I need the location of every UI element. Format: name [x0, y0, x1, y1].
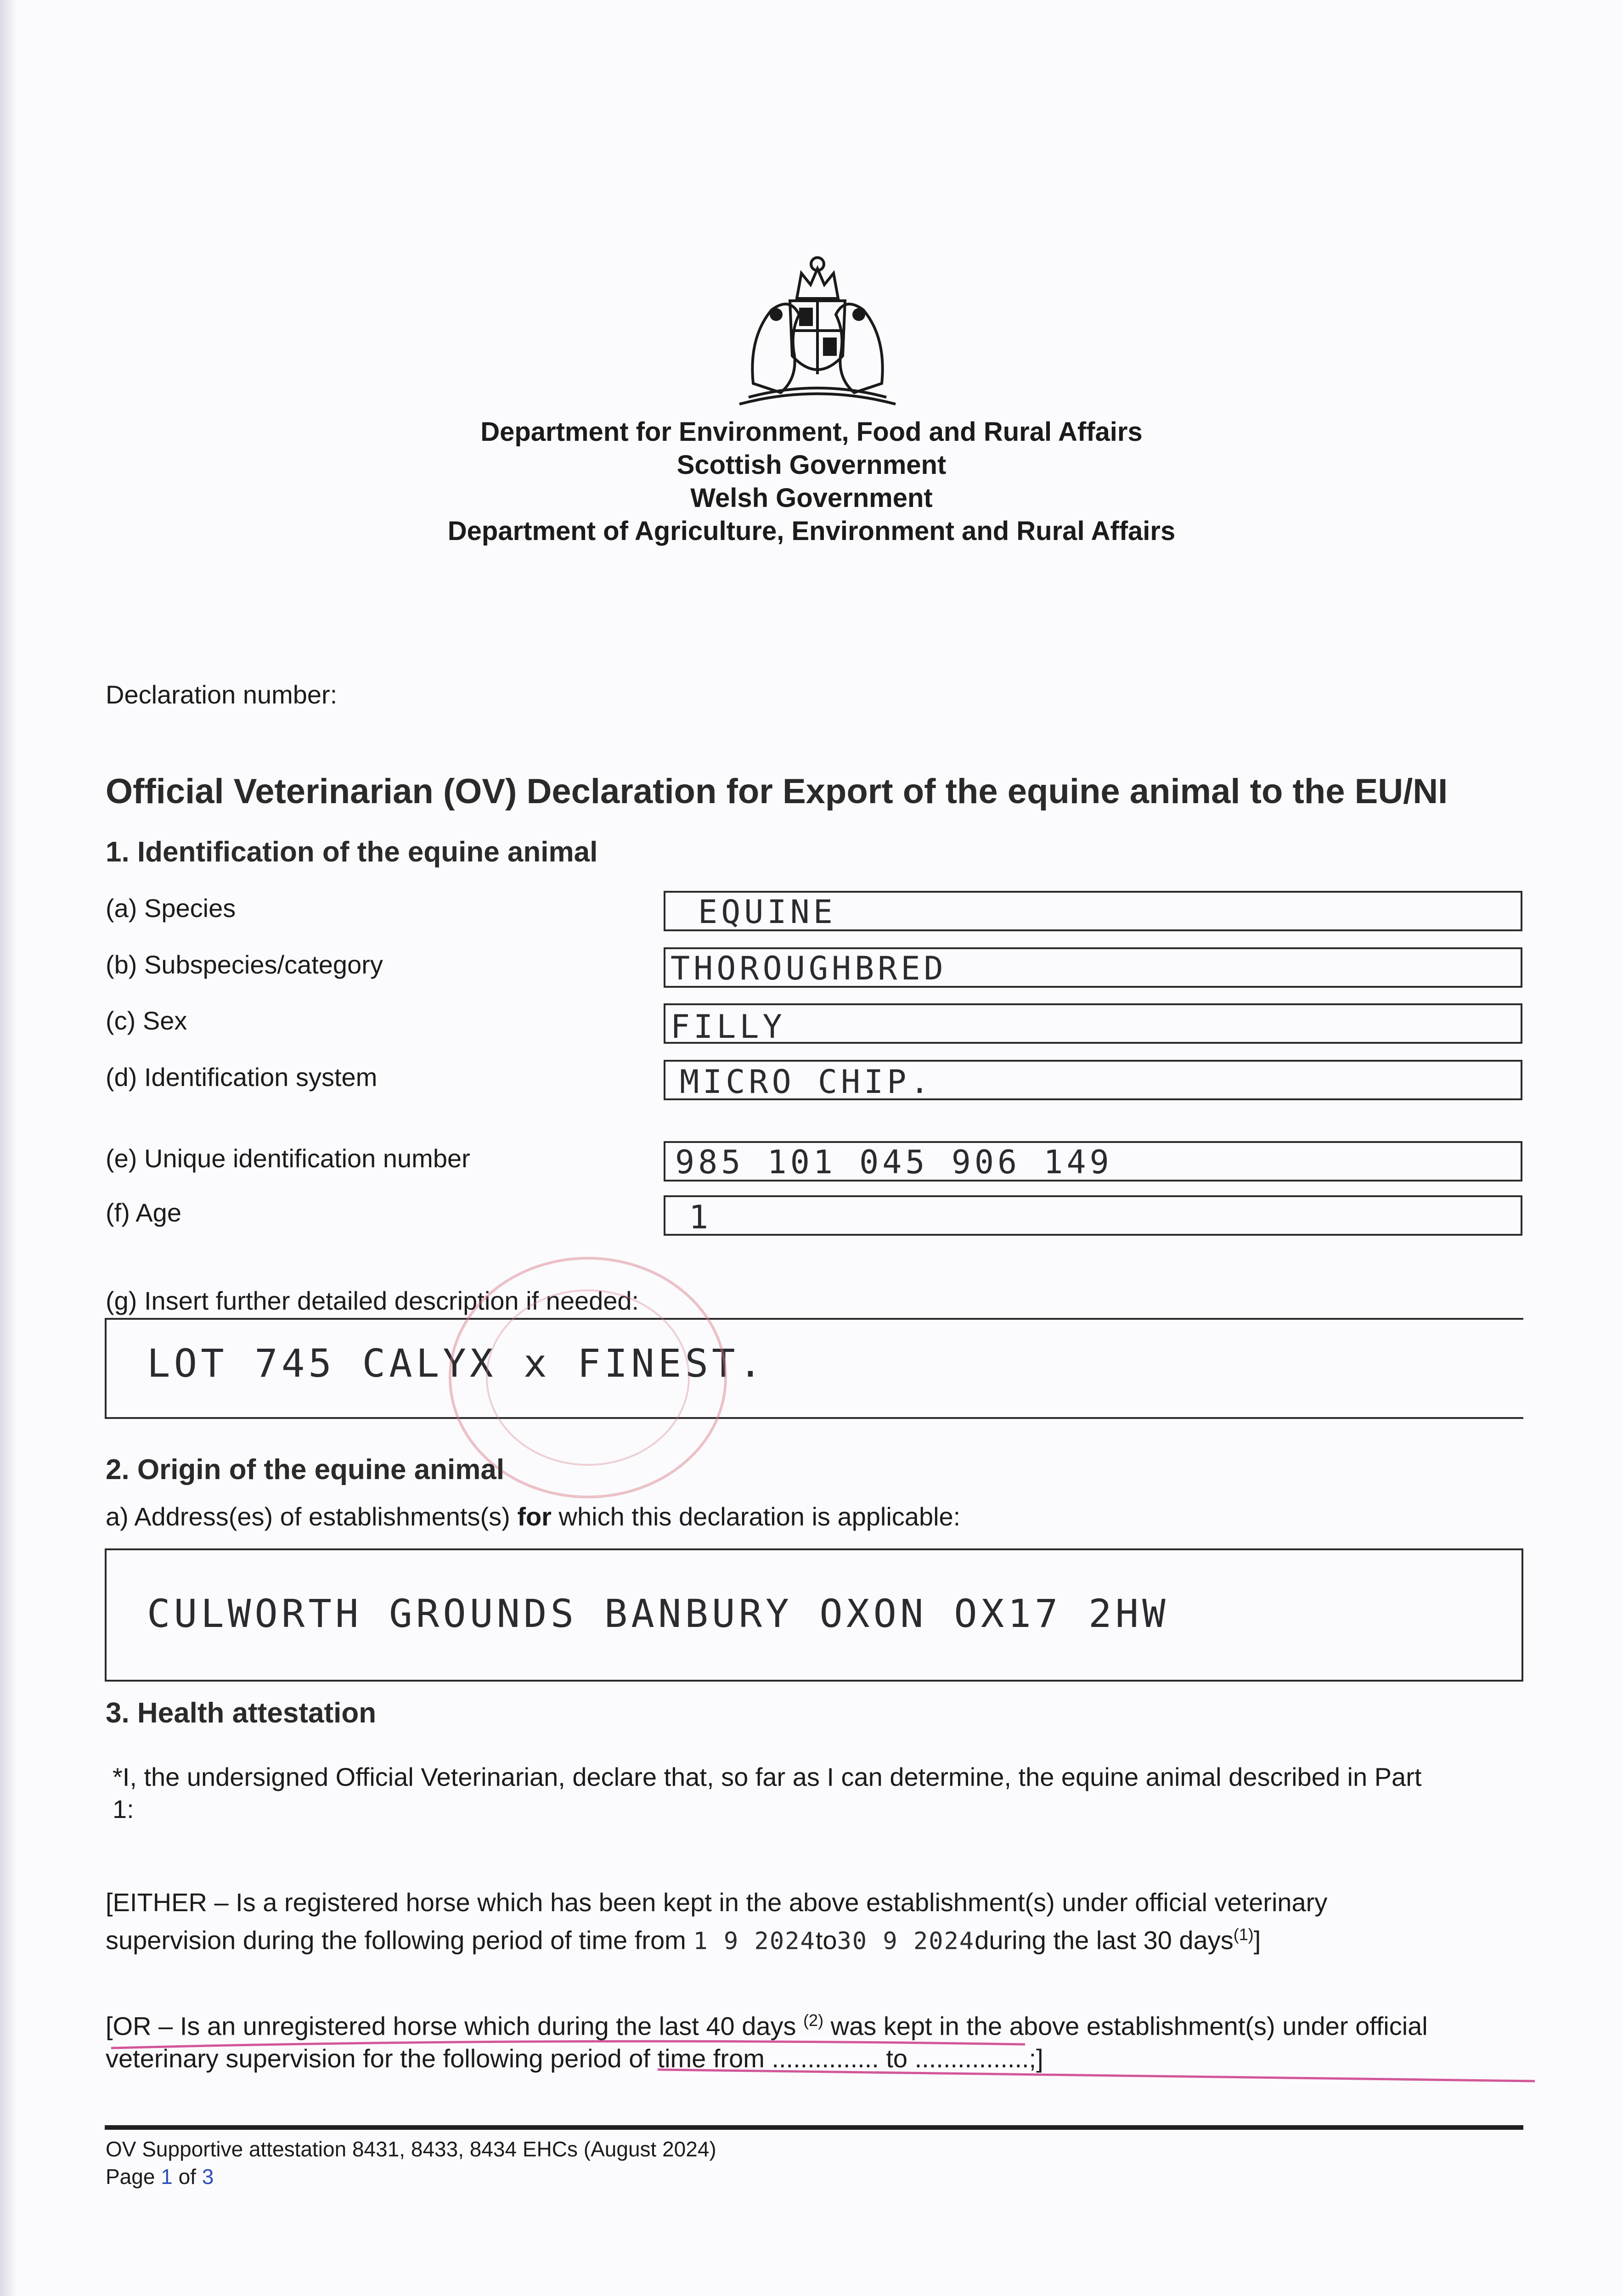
- either-footnote: (1): [1233, 1925, 1254, 1944]
- or-line1-pre: [OR – Is an unregistered horse which during the last 40 days: [106, 2011, 804, 2041]
- or-footnote: (2): [803, 2011, 824, 2030]
- unique-id-label: (e) Unique identification number: [106, 1144, 470, 1173]
- health-intro-line2: 1:: [113, 1795, 134, 1823]
- sex-value: FILLY: [671, 1008, 786, 1046]
- either-clause: [106, 1886, 1529, 1958]
- section-2-heading: 2. Origin of the equine animal: [106, 1454, 505, 1486]
- declaration-number-label: Declaration number:: [106, 680, 338, 709]
- address-label-pre: a) Address(es) of establishments(s): [106, 1502, 518, 1531]
- footer-page-number: 1: [161, 2165, 173, 2189]
- or-line1-post: was kept in the above establishment(s) under official: [823, 2011, 1428, 2041]
- unique-id-value: 985 101 045 906 149: [675, 1143, 1113, 1181]
- scan-shadow: [0, 0, 17, 2296]
- department-1: Department for Environment, Food and Rural Affairs: [480, 417, 1143, 447]
- address-value: CULWORTH GROUNDS BANBURY OXON OX17 2HW: [147, 1591, 1169, 1636]
- species-value: EQUINE: [698, 893, 836, 931]
- footer-attestation: OV Supportive attestation 8431, 8433, 8434 EHCs (August 2024): [106, 2137, 716, 2161]
- footer-page-word: Page: [106, 2165, 161, 2189]
- strike-through-mark: [107, 2026, 1539, 2090]
- address-label-bold: for: [517, 1502, 552, 1531]
- address-label: [106, 1502, 960, 1531]
- further-description-value: LOT 745 CALYX x FINEST.: [147, 1341, 766, 1386]
- department-2: Scottish Government: [676, 450, 947, 480]
- either-to-date: 30 9 2024: [837, 1927, 975, 1955]
- subspecies-label: (b) Subspecies/category: [106, 950, 383, 979]
- identification-system-label: (d) Identification system: [106, 1063, 378, 1092]
- health-intro: [113, 1761, 1527, 1825]
- royal-coat-of-arms-icon: [721, 246, 914, 413]
- page-title: Official Veterinarian (OV) Declaration for Export of the equine animal to the EU/NI: [106, 772, 1448, 811]
- either-line2: [106, 1919, 1529, 1958]
- age-field[interactable]: [664, 1195, 1522, 1236]
- footer-page-total: 3: [202, 2165, 214, 2189]
- age-value: 1: [689, 1199, 712, 1236]
- age-label: (f) Age: [106, 1198, 181, 1227]
- department-4: Department of Agriculture, Environment and Rural Affairs: [447, 516, 1176, 546]
- either-pre: supervision during the following period of time from: [106, 1925, 693, 1955]
- footer-page-of: of: [172, 2165, 202, 2189]
- subspecies-value: THOROUGHBRED: [671, 950, 947, 987]
- section-1-heading: 1. Identification of the equine animal: [106, 836, 598, 868]
- identification-system-value: MICRO CHIP.: [680, 1063, 933, 1101]
- either-to-word: to: [815, 1925, 837, 1955]
- species-label: (a) Species: [106, 894, 236, 923]
- address-label-post: which this declaration is applicable:: [551, 1502, 961, 1531]
- section-3-heading: 3. Health attestation: [106, 1697, 377, 1729]
- or-line2: veterinary supervision for the following period of time from ............... to ................;]: [106, 2043, 1043, 2073]
- either-close: ]: [1253, 1925, 1261, 1955]
- further-description-label: (g) Insert further detailed description if needed:: [106, 1286, 639, 1315]
- either-from-date: 1 9 2024: [693, 1927, 816, 1955]
- department-3: Welsh Government: [690, 483, 933, 513]
- footer: [106, 2135, 716, 2190]
- either-line1: [EITHER – Is a registered horse which has been kept in the above establishment(s) under official veterinary: [106, 1888, 1328, 1917]
- footer-page: [106, 2163, 716, 2190]
- footer-rule: [105, 2125, 1523, 2130]
- sex-label: (c) Sex: [106, 1006, 187, 1035]
- either-post: during the last 30 days: [975, 1925, 1234, 1955]
- health-intro-line1: *I, the undersigned Official Veterinarian, declare that, so far as I can determine, the equine animal described in Part: [113, 1762, 1422, 1791]
- sex-field[interactable]: [664, 1003, 1522, 1044]
